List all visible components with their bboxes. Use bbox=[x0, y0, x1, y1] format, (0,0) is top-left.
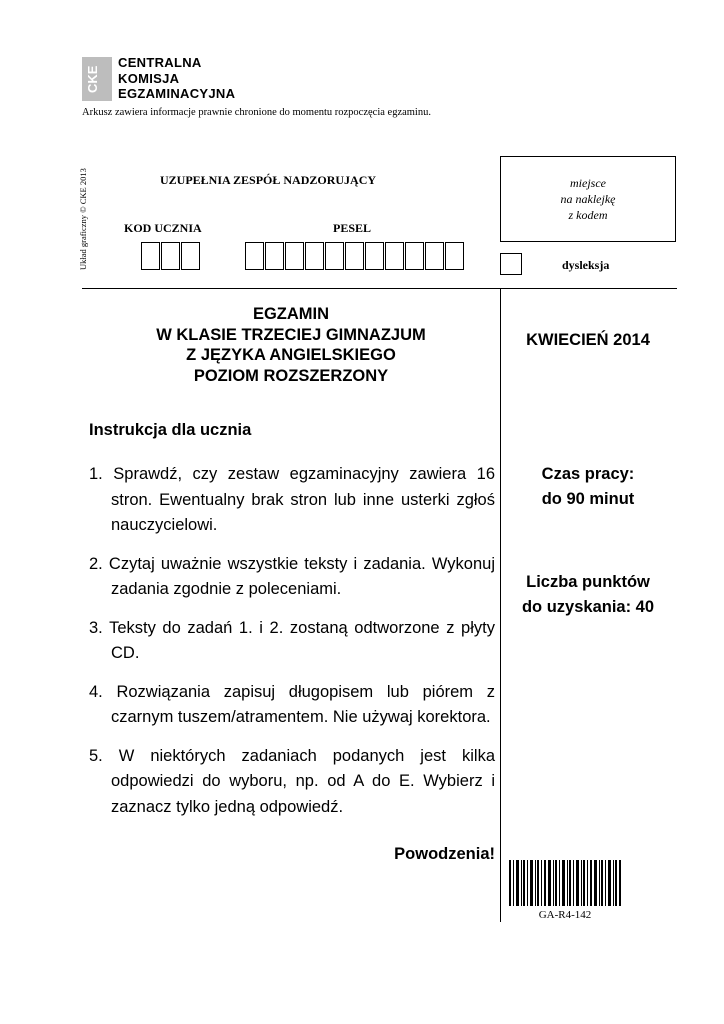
pesel-box[interactable] bbox=[245, 242, 264, 270]
instructions-heading: Instrukcja dla ucznia bbox=[89, 421, 252, 439]
dyslexia-label: dysleksja bbox=[562, 258, 610, 272]
barcode-image bbox=[509, 860, 621, 906]
code-box[interactable] bbox=[161, 242, 180, 270]
list-item: 3. Teksty do zadań 1. i 2. zostaną odtworzone z płyty CD. bbox=[89, 618, 495, 662]
good-luck-text: Powodzenia! bbox=[394, 845, 495, 863]
pesel-box[interactable] bbox=[365, 242, 384, 270]
pesel-boxes[interactable] bbox=[245, 242, 465, 270]
list-item: 1. Sprawdź, czy zestaw egzaminacyjny zawiera 16 stron. Ewentualny brak stron lub inne usterki zgłoś nauczycielowi. bbox=[89, 465, 495, 534]
sticker-placeholder: miejsce na naklejkę z kodem bbox=[500, 156, 676, 242]
exam-month: KWIECIEŃ 2014 bbox=[526, 331, 650, 349]
pesel-box[interactable] bbox=[285, 242, 304, 270]
pesel-box[interactable] bbox=[445, 242, 464, 270]
legal-notice: Arkusz zawiera informacje prawnie chronione do momentu rozpoczęcia egzaminu. bbox=[82, 107, 431, 118]
student-code-label: KOD UCZNIA bbox=[124, 221, 202, 235]
dyslexia-checkbox[interactable] bbox=[500, 253, 522, 275]
copyright-side-text: Układ graficzny © CKE 2013 bbox=[78, 168, 88, 270]
cke-logo-mark: CKE bbox=[82, 57, 112, 101]
pesel-box[interactable] bbox=[325, 242, 344, 270]
pesel-label: PESEL bbox=[333, 221, 372, 235]
code-box[interactable] bbox=[181, 242, 200, 270]
list-item: 2. Czytaj uważnie wszystkie teksty i zadania. Wykonuj zadania zgodnie z poleceniami. bbox=[89, 554, 495, 598]
cke-logo-text: CENTRALNA KOMISJA EGZAMINACYJNA bbox=[118, 55, 236, 101]
pesel-box[interactable] bbox=[305, 242, 324, 270]
list-item: 5. W niektórych zadaniach podanych jest kilka odpowiedzi do wyboru, np. od A do E. Wybierz i zaznacz tylko jedną odpowiedź. bbox=[89, 746, 495, 816]
pesel-box[interactable] bbox=[345, 242, 364, 270]
list-item: 4. Rozwiązania zapisuj długopisem lub piórem z czarnym tuszem/atramentem. Nie używaj korektora. bbox=[89, 682, 495, 726]
time-info: Czas pracy: do 90 minut bbox=[541, 465, 635, 508]
pesel-box[interactable] bbox=[425, 242, 444, 270]
horizontal-divider bbox=[82, 288, 677, 289]
code-box[interactable] bbox=[141, 242, 160, 270]
supervisor-heading: UZUPEŁNIA ZESPÓŁ NADZORUJĄCY bbox=[160, 173, 377, 187]
instructions-list bbox=[89, 462, 495, 833]
pesel-box[interactable] bbox=[265, 242, 284, 270]
barcode-label: GA-R4-142 bbox=[538, 909, 592, 921]
student-code-boxes[interactable] bbox=[141, 242, 201, 270]
exam-title: EGZAMIN W KLASIE TRZECIEJ GIMNAZJUM Z JĘZYKA ANGIELSKIEGO POZIOM ROZSZERZONY bbox=[156, 305, 426, 385]
pesel-box[interactable] bbox=[405, 242, 424, 270]
points-info: Liczba punktów do uzyskania: 40 bbox=[521, 573, 655, 616]
pesel-box[interactable] bbox=[385, 242, 404, 270]
